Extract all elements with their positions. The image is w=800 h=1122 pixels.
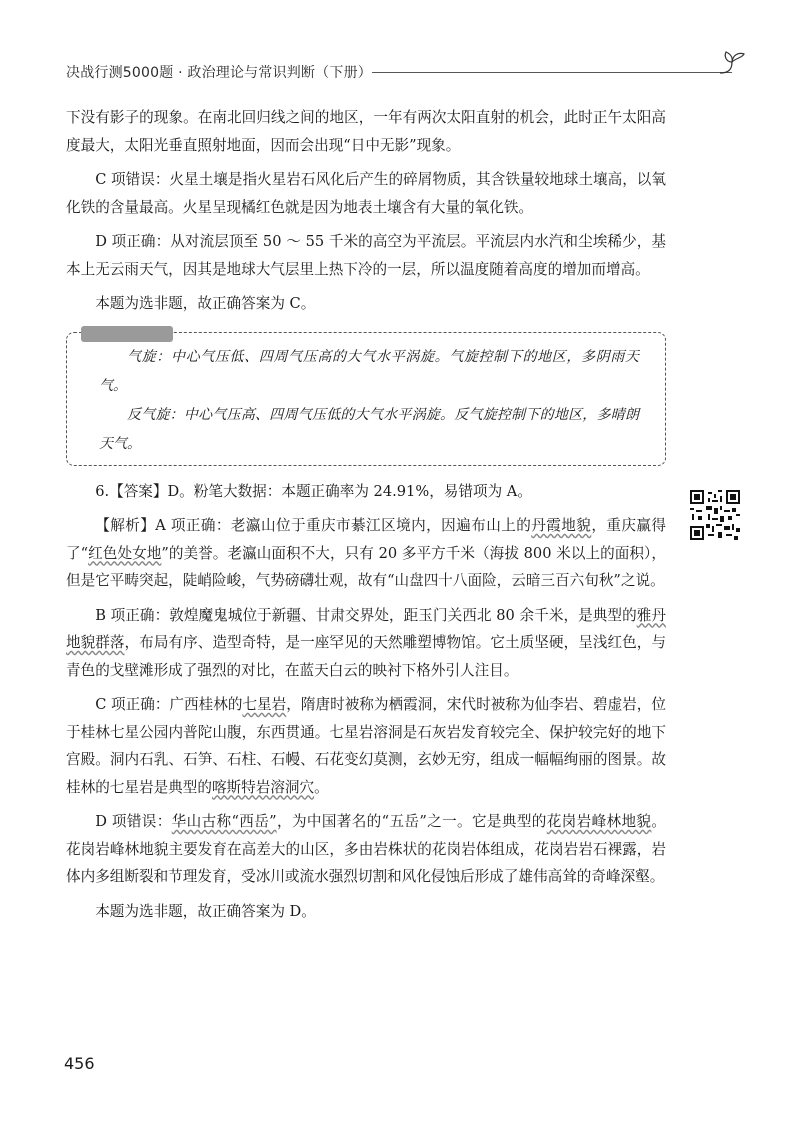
running-header-title: 决战行测5000题 · 政治理论与常识判断（下册） [66,65,372,81]
main-content [66,104,666,932]
conclusion-q5: 本题为选非题，故正确答案为 C。 [95,295,316,312]
analysis-a-keyword-2: 红色处女地 [88,544,162,562]
q6-analysis-c [66,691,666,801]
note-anticyclone: 反气旋：中心气压高、四周气压低的大气水平涡旋。反气旋控制下的地区，多晴朗天气。 [99,406,639,452]
knowledge-note-box [66,332,666,466]
option-d-explanation: D 项正确：从对流层顶至 50 ～ 55 千米的高空为平流层。平流层内水汽和尘埃稀少，基本上无云雨天气，因其是地球大气层里上热下冷的一层，所以温度随着高度的增加而增高。 [66,233,666,278]
qr-code-icon[interactable] [690,490,740,540]
analysis-b-text: B 项正确：敦煌魔鬼城位于新疆、甘肃交界处，距玉门关西北 80 余千米，是典型的 [95,606,637,624]
note-cyclone: 气旋：中心气压低、四周气压高的大气水平涡旋。气旋控制下的地区，多阴雨天气。 [99,348,639,394]
analysis-b-keyword: 雅丹地貌群落 [66,606,666,651]
option-c-explanation: C 项错误：火星土壤是指火星岩石风化后产生的碎屑物质，其含铁量较地球土壤高，以氧化铁的含量最高。火星呈现橘红色就是因为地表土壤含有大量的氧化铁。 [66,171,666,216]
analysis-d-keyword: 华山古称“西岳” [171,813,277,830]
analysis-c-text-3: 。 [314,778,329,796]
analysis-c-text-2: ，隋唐时被称为栖霞洞，宋代时被称为仙李岩、碧虚岩，位于桂林七星公园内普陀山腹，东西贯通。七星岩溶洞是石灰岩发育较完全、保护较完好的地下宫殿。洞内石乳、石笋、石柱、石幔、石花变幻莫测，玄妙无穷，组成一幅幅绚丽的图景。故桂林的七星岩是典型的 [66,696,666,796]
q6-analysis-a [66,512,666,595]
header-rule [372,72,732,73]
q6-answer-line: 6.【答案】D。粉笔大数据：本题正确率为 24.91%，易错项为 A。 [95,482,532,500]
paragraph-continuation: 下没有影子的现象。在南北回归线之间的地区，一年有两次太阳直射的机会，此时正午太阳高度最大，太阳光垂直照射地面，因而会出现“日中无影”现象。 [66,109,666,154]
sprout-icon [716,46,746,76]
analysis-a-text: 【解析】A 项正确：老瀛山位于重庆市綦江区境内，因遍布山上的 [95,517,532,534]
q6-analysis-b [66,602,666,685]
analysis-d-text-2: ，为中国著名的“五岳”之一。它是典型的 [276,813,547,830]
analysis-a-text-3: ”的美誉。老瀛山面积不大，只有 20 多平方千米（海拔 800 米以上的面积），但是它平畴突起，陡峭险峻，气势磅礴壮观，故有“山盘四十八面险，云暗三百六旬秋”之说。 [66,544,666,589]
analysis-c-keyword-2: 喀斯特岩溶洞穴 [211,778,315,796]
analysis-d-text: D 项错误： [95,813,172,830]
conclusion-q6: 本题为选非题，故正确答案为 D。 [95,902,316,920]
analysis-b-text-2: ，布局有序、造型奇特，是一座罕见的天然雕塑博物馆。它土质坚硬，呈浅红色，与青色的戈壁滩形成了强烈的对比，在蓝天白云的映衬下格外引人注目。 [66,634,666,679]
analysis-a-keyword: 丹霞地貌 [531,517,592,534]
note-tab-label [81,326,173,342]
page-number: 456 [64,1054,95,1073]
analysis-c-text: C 项正确：广西桂林的 [95,696,243,713]
analysis-a-text-2: ，重庆赢得了“ [66,517,666,562]
analysis-d-text-3: 。花岗岩峰林地貌主要发育在高差大的山区，多由岩株状的花岗岩体组成，花岗岩岩石裸露，岩体内多组断裂和节理发育，受冰川或流水强烈切割和风化侵蚀后形成了雄伟高耸的奇峰深壑。 [66,813,666,885]
q6-analysis-d [66,808,666,891]
analysis-d-keyword-2: 花岗岩峰林地貌 [546,813,652,830]
analysis-c-keyword: 七星岩 [242,696,287,713]
